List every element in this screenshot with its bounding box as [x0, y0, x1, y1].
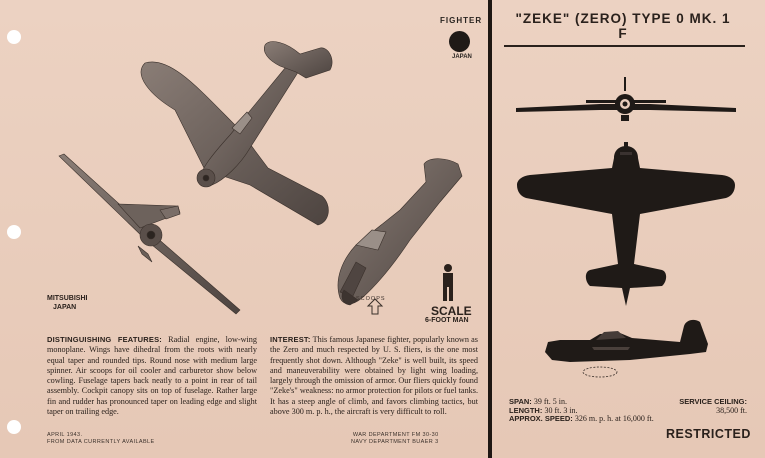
plan-view-aircraft: [141, 42, 332, 225]
aircraft-title: "ZEKE" (ZERO) TYPE 0 MK. 1 F: [515, 11, 731, 41]
spec-ceiling-value: 38,500 ft.: [716, 405, 747, 415]
specifications-block: [509, 398, 654, 424]
manufacturer-label: [47, 294, 87, 312]
spec-span-label: SPAN:: [509, 397, 532, 406]
spec-speed-label: APPROX. SPEED:: [509, 414, 573, 423]
scale-heading: SCALE: [431, 304, 472, 318]
scoops-label: SCOOPS: [356, 296, 386, 302]
nation-label: JAPAN: [452, 54, 472, 60]
title-rule: [504, 45, 745, 47]
classification-label: RESTRICTED: [666, 427, 751, 441]
service-ceiling-block: [665, 398, 747, 415]
panel-divider: [488, 0, 492, 458]
spec-length-value: 30 ft. 3 in.: [544, 405, 578, 415]
footer-source: FROM DATA CURRENTLY AVAILABLE: [47, 439, 155, 445]
interest-heading: INTEREST:: [270, 335, 311, 344]
spec-speed-value: 326 m. p. h. at 16,000 ft.: [574, 414, 654, 423]
footer-department-block: [351, 432, 439, 446]
category-label: FIGHTER: [440, 16, 483, 25]
hinomaru-insignia-icon: [449, 31, 470, 52]
interest-text: This famous Japanese fighter, popularly known as the Zero and much respected by U. S. fliers, is the one most frequently shot down. Although "Zeke" is well built, its speed and maneuverability were obtained by light wing loading, largely through the omission of armor. Our fliers quickly found "Zeke's" weakness: no armor protection for pilots or fuel tanks. It has a steep angle of climb, and favors climbing tactics, but above 300 m. p. h., the aircraft is very difficult to roll.: [270, 335, 478, 417]
features-text: Radial engine, low-wing monoplane. Wings have dihedral from the roots with nearly equal taper and rounded tips. Round nose with medium large spinner. Air scoops for oil cooler and carburetor show below cowling. Fuselage tapers back neatly to a point in rear of tail assembly. Cockpit canopy sits on top of fuselage. Rather large fin and rudder has pronounced taper on leading edge and slight taper on trailing edge.: [47, 335, 257, 417]
features-heading: DISTINGUISHING FEATURES:: [47, 335, 162, 344]
spec-ceiling-label: SERVICE CEILING:: [679, 397, 747, 406]
manufacturer-country: JAPAN: [53, 304, 77, 311]
scale-man-icon: [443, 264, 453, 301]
spec-length-label: LENGTH:: [509, 405, 543, 415]
footer-navy-department: NAVY DEPARTMENT BUAER 3: [351, 439, 439, 445]
scale-caption: 6-FOOT MAN: [425, 317, 469, 324]
manufacturer-name: MITSUBISHI: [47, 295, 88, 302]
scoop-highlight-ring: [583, 367, 617, 377]
spec-span-value: 39 ft. 5 in.: [533, 397, 567, 406]
distinguishing-features-paragraph: [47, 335, 257, 417]
silhouette-front-view: [516, 77, 736, 121]
footer-date: APRIL 1943.: [47, 432, 83, 438]
footer-date-block: [47, 432, 155, 446]
interest-paragraph: [270, 335, 478, 417]
spec-speed: [509, 415, 654, 424]
footer-war-department: WAR DEPARTMENT FM 30-30: [352, 432, 439, 438]
silhouette-top-view: [517, 142, 735, 306]
silhouette-side-view: [545, 320, 708, 362]
